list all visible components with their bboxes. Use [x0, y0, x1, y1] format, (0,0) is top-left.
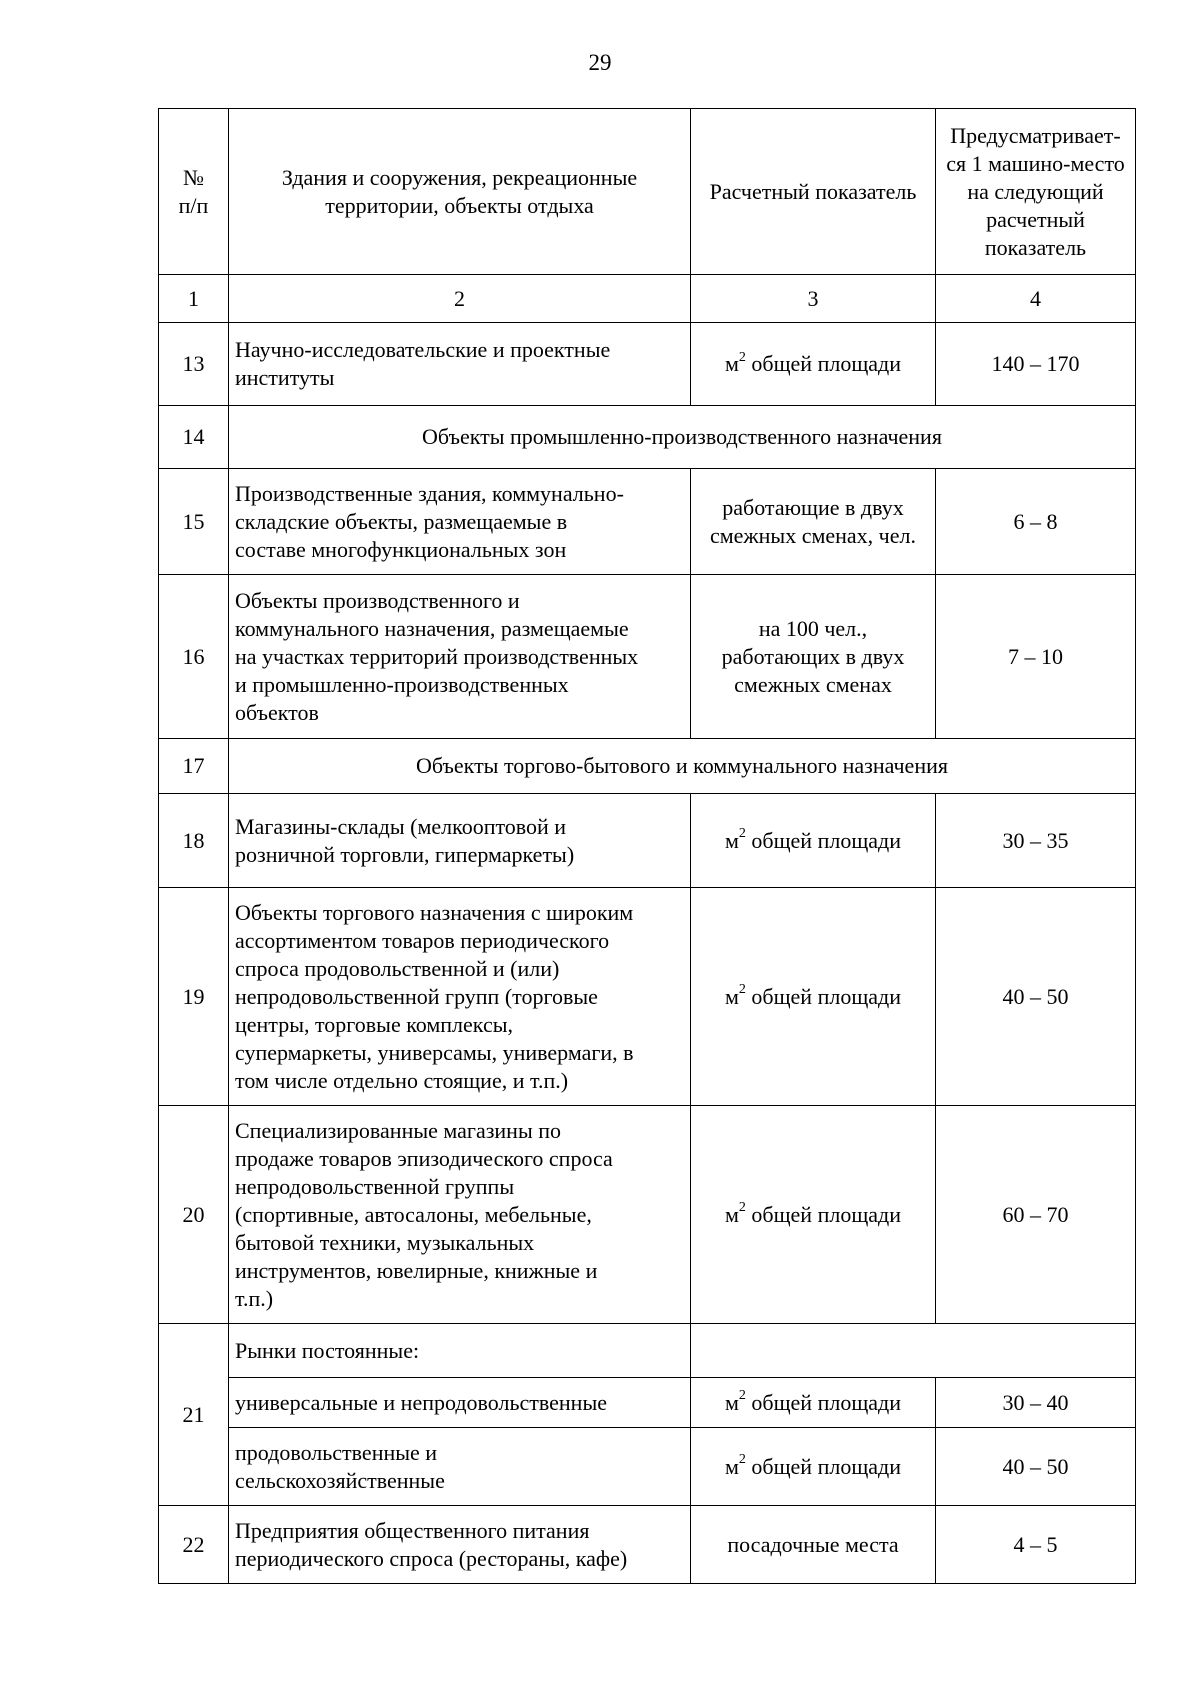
row-name: Магазины-склады (мелкооптовой и розничной торговли, гипермаркеты) [229, 794, 691, 888]
row-name: универсальные и непродовольственные [229, 1378, 691, 1428]
row-indicator: $м^2$ общей площади [691, 1106, 936, 1324]
row-value: 140 – 170 [936, 323, 1136, 406]
row-number: 21 [159, 1324, 229, 1506]
section-title: Объекты промышленно-производственного назначения [229, 406, 1136, 469]
row-value: 40 – 50 [936, 1428, 1136, 1506]
row-number: 16 [159, 575, 229, 739]
row-name: Специализированные магазины по продаже товаров эпизодического спроса непродовольственной группы (спортивные, автосалоны, мебельные, бытовой техники, музыкальных инструментов, ювелирные, книжные и т.п.) [229, 1106, 691, 1324]
row-indicator: $м^2$ общей площади [691, 1428, 936, 1506]
section-row [159, 739, 1136, 794]
row-value: 7 – 10 [936, 575, 1136, 739]
table-row [159, 469, 1136, 575]
table-subrow [159, 1378, 1136, 1428]
row-number: 19 [159, 888, 229, 1106]
row-name: Объекты торгового назначения с широким ассортиментом товаров периодического спроса продовольственной и (или) непродовольственной групп (торговые центры, торговые комплексы, супермаркеты, универсамы, универмаги, в том числе отдельно стоящие, и т.п.) [229, 888, 691, 1106]
table-row [159, 888, 1136, 1106]
row-name: Производственные здания, коммунально- складские объекты, размещаемые в составе многофункциональных зон [229, 469, 691, 575]
table-row [159, 1324, 1136, 1378]
header-number: № п/п [159, 109, 229, 275]
row-indicator: $м^2$ общей площади [691, 888, 936, 1106]
section-title: Объекты торгово-бытового и коммунального назначения [229, 739, 1136, 794]
row-indicator: $м^2$ общей площади [691, 1378, 936, 1428]
row-number: 18 [159, 794, 229, 888]
row-value: 30 – 35 [936, 794, 1136, 888]
row-number: 14 [159, 406, 229, 469]
row-name: Предприятия общественного питания периодического спроса (рестораны, кафе) [229, 1506, 691, 1584]
row-name: продовольственные и сельскохозяйственные [229, 1428, 691, 1506]
column-number: 3 [691, 275, 936, 323]
row-value: 40 – 50 [936, 888, 1136, 1106]
section-row [159, 406, 1136, 469]
row-value: 6 – 8 [936, 469, 1136, 575]
row-name: Рынки постоянные: [229, 1324, 691, 1378]
row-name: Научно-исследовательские и проектные институты [229, 323, 691, 406]
table-row [159, 575, 1136, 739]
empty-cell [691, 1324, 1136, 1378]
row-indicator: $м^2$ общей площади [691, 323, 936, 406]
table-subrow [159, 1428, 1136, 1506]
header-building: Здания и сооружения, рекреационные территории, объекты отдыха [229, 109, 691, 275]
column-number-row [159, 275, 1136, 323]
table-row [159, 1106, 1136, 1324]
row-value: 4 – 5 [936, 1506, 1136, 1584]
parking-norms-table [158, 108, 1136, 1584]
header-parking: Предусматривает- ся 1 машино-место на следующий расчетный показатель [936, 109, 1136, 275]
row-indicator: посадочные места [691, 1506, 936, 1584]
row-number: 17 [159, 739, 229, 794]
table-row [159, 794, 1136, 888]
column-number: 1 [159, 275, 229, 323]
table-row [159, 323, 1136, 406]
row-number: 22 [159, 1506, 229, 1584]
table-header-row [159, 109, 1136, 275]
row-indicator: на 100 чел., работающих в двух смежных сменах [691, 575, 936, 739]
page-number: 29 [588, 50, 612, 75]
row-number: 20 [159, 1106, 229, 1324]
column-number: 4 [936, 275, 1136, 323]
row-value: 30 – 40 [936, 1378, 1136, 1428]
column-number: 2 [229, 275, 691, 323]
row-number: 13 [159, 323, 229, 406]
header-indicator: Расчетный показатель [691, 109, 936, 275]
table-row [159, 1506, 1136, 1584]
row-name: Объекты производственного и коммунального назначения, размещаемые на участках территорий производственных и промышленно-производственных объектов [229, 575, 691, 739]
row-indicator: $м^2$ общей площади [691, 794, 936, 888]
row-value: 60 – 70 [936, 1106, 1136, 1324]
row-indicator: работающие в двух смежных сменах, чел. [691, 469, 936, 575]
row-number: 15 [159, 469, 229, 575]
